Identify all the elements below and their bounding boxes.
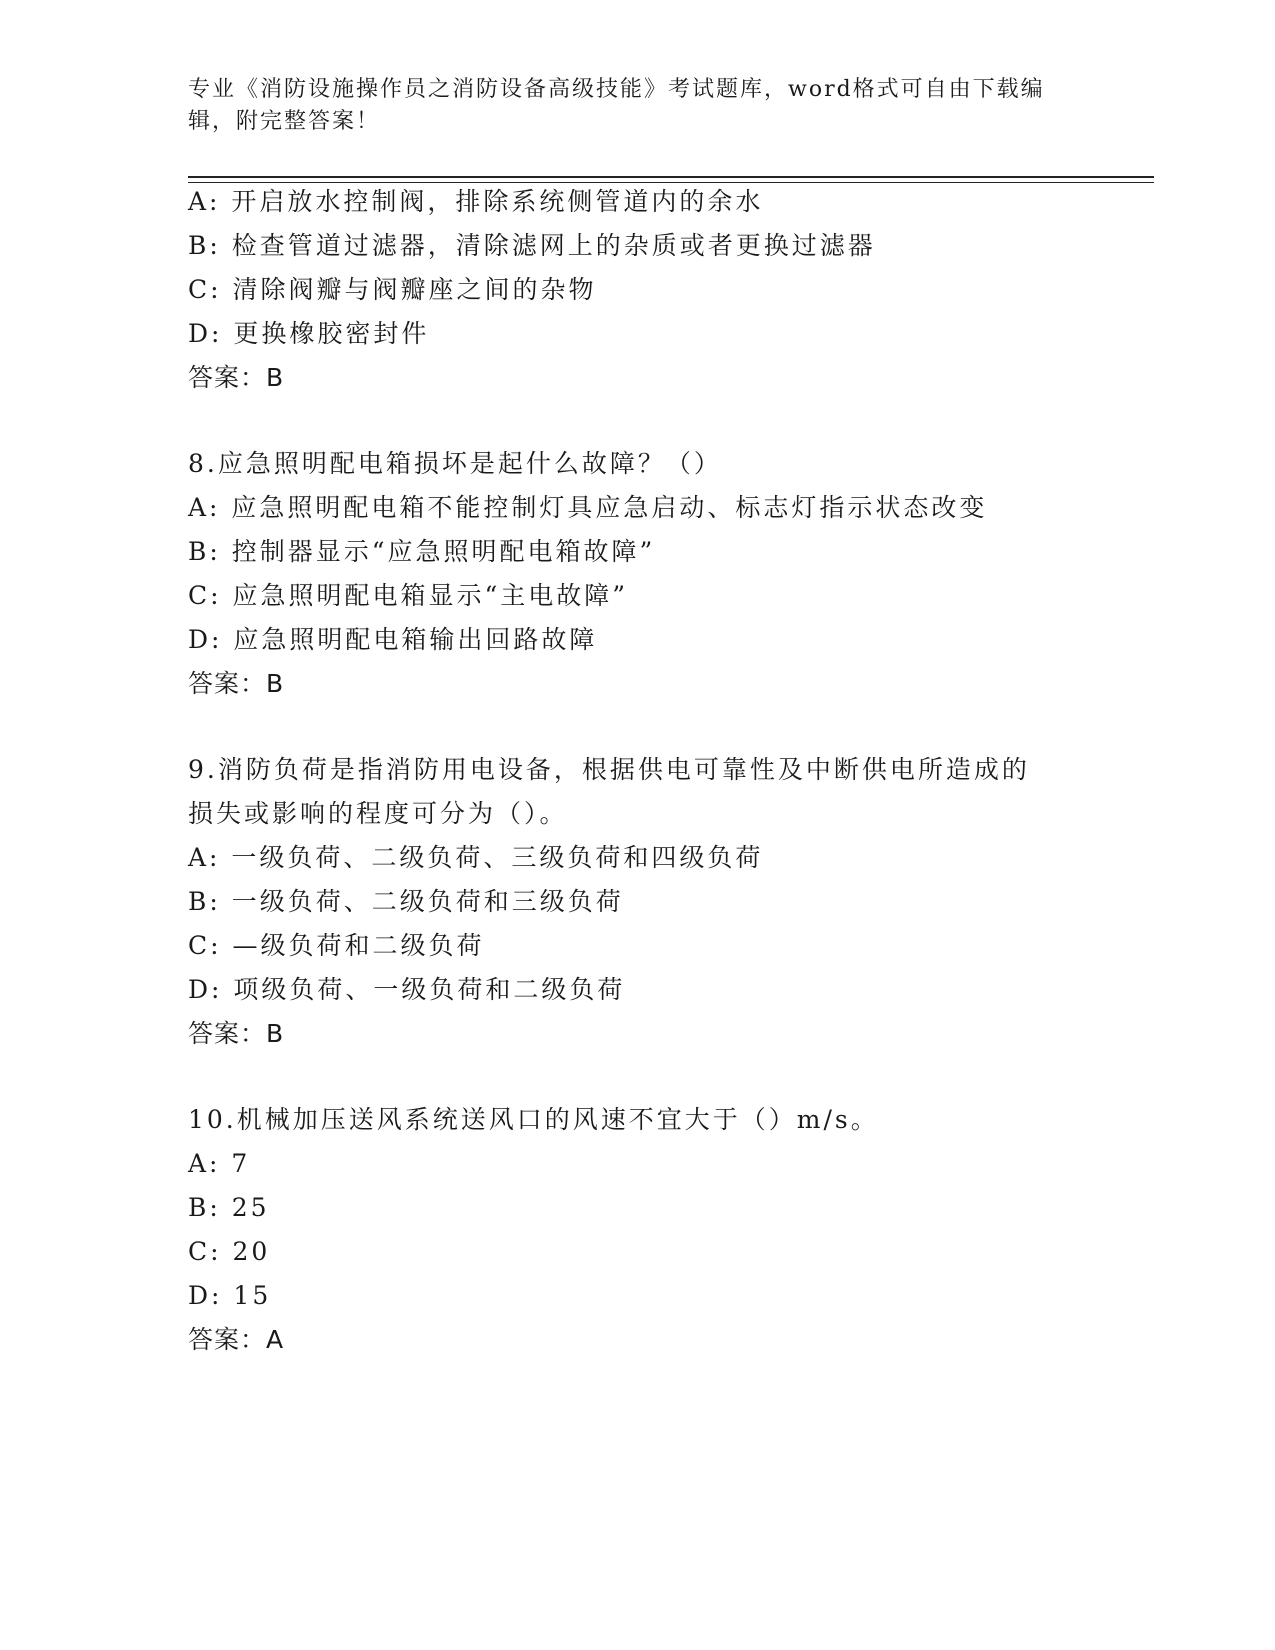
q9-question-line2: 损失或影响的程度可分为（）。 bbox=[188, 799, 568, 828]
q7-option-d: D: 更换橡胶密封件 bbox=[188, 319, 430, 348]
q10-option-a: A: 7 bbox=[188, 1149, 251, 1178]
q8-option-a: A: 应急照明配电箱不能控制灯具应急启动、标志灯指示状态改变 bbox=[188, 493, 988, 522]
q9-question-line1: 9.消防负荷是指消防用电设备，根据供电可靠性及中断供电所造成的 bbox=[188, 755, 1030, 784]
q7-option-a: A: 开启放水控制阀，排除系统侧管道内的余水 bbox=[188, 187, 764, 216]
q9-option-b: B: 一级负荷、二级负荷和三级负荷 bbox=[188, 887, 624, 916]
q8-question: 8.应急照明配电箱损坏是起什么故障？（） bbox=[188, 449, 722, 478]
q7-answer: 答案：B bbox=[188, 363, 285, 392]
q10-option-b: B: 25 bbox=[188, 1193, 270, 1222]
q9-option-a: A: 一级负荷、二级负荷、三级负荷和四级负荷 bbox=[188, 843, 764, 872]
q8-option-b: B: 控制器显示“应急照明配电箱故障” bbox=[188, 537, 656, 566]
q8-answer: 答案：B bbox=[188, 669, 285, 698]
document-header: 专业《消防设施操作员之消防设备高级技能》考试题库，word格式可自由下载编辑，附完整答案！ bbox=[188, 77, 1045, 134]
q8-option-c: C: 应急照明配电箱显示“主电故障” bbox=[188, 581, 629, 610]
q9-answer: 答案：B bbox=[188, 1019, 285, 1048]
q10-option-c: C: 20 bbox=[188, 1237, 271, 1266]
q9-option-d: D: 项级负荷、一级负荷和二级负荷 bbox=[188, 975, 626, 1004]
header-divider-thin bbox=[188, 182, 1154, 183]
q7-option-c: C: 清除阀瓣与阀瓣座之间的杂物 bbox=[188, 275, 597, 304]
header-divider-thick bbox=[188, 176, 1154, 178]
q7-option-b: B: 检查管道过滤器，清除滤网上的杂质或者更换过滤器 bbox=[188, 231, 876, 260]
q10-answer: 答案：A bbox=[188, 1325, 285, 1354]
q10-question: 10.机械加压送风系统送风口的风速不宜大于（）m/s。 bbox=[188, 1105, 879, 1134]
q8-option-d: D: 应急照明配电箱输出回路故障 bbox=[188, 625, 598, 654]
q10-option-d: D: 15 bbox=[188, 1281, 272, 1310]
q9-option-c: C: —级负荷和二级负荷 bbox=[188, 931, 485, 960]
